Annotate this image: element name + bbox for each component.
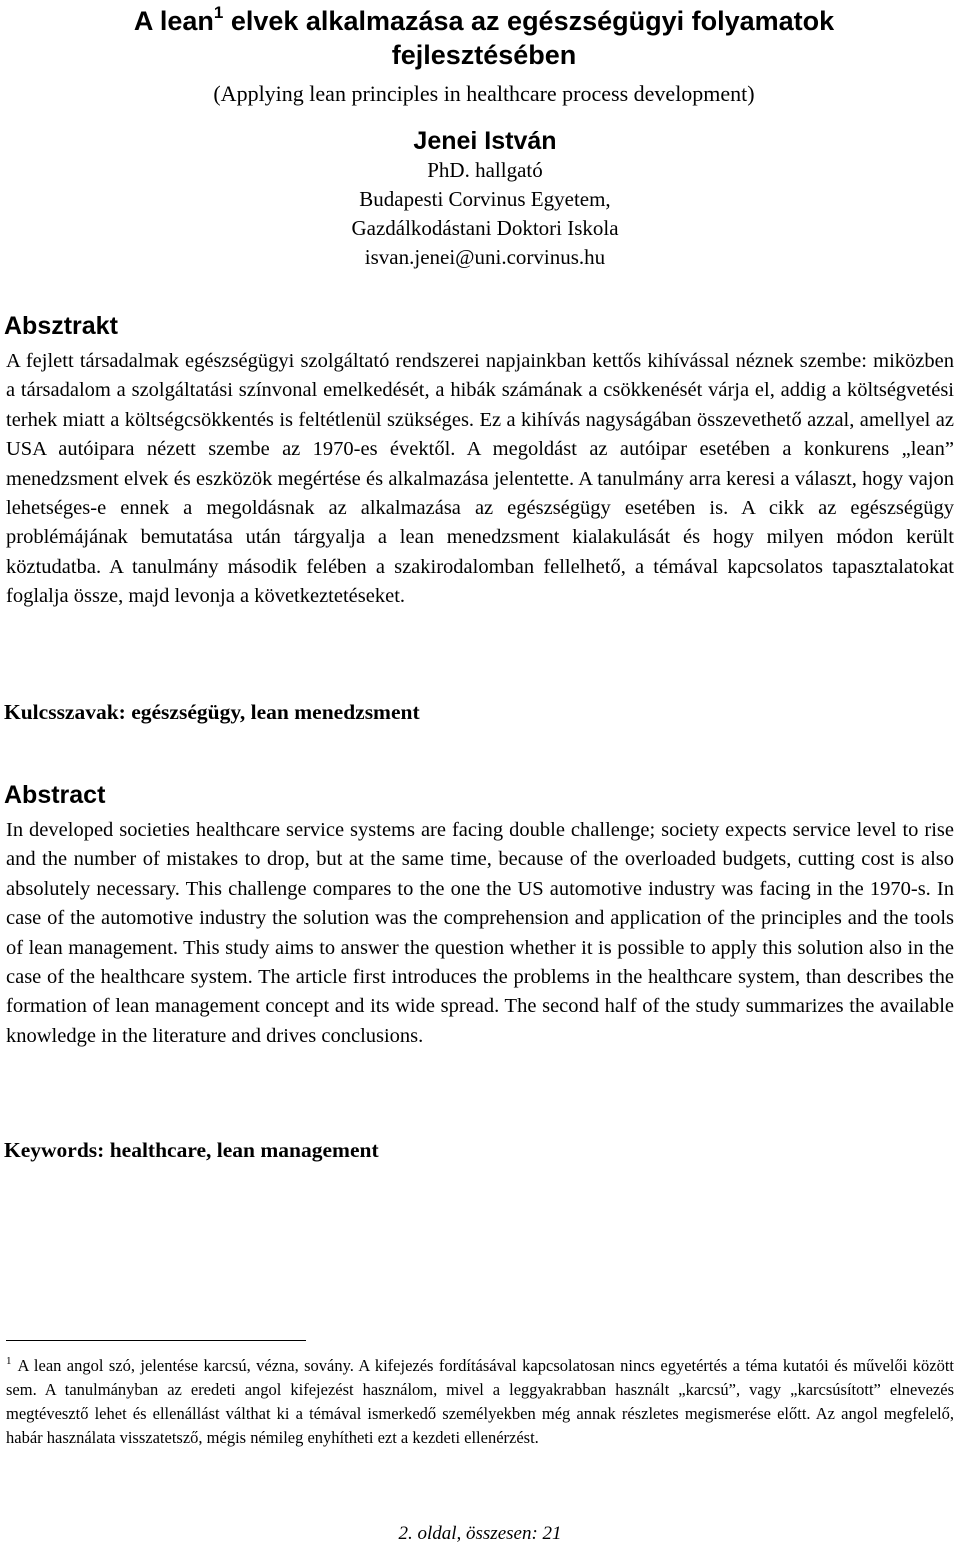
keywords-en: Keywords: healthcare, lean management [4, 1138, 379, 1162]
title-footnote-marker[interactable]: 1 [213, 3, 224, 22]
page-number-footer: 2. oldal, összesen: 21 [398, 1523, 562, 1544]
paper-page [4, 0, 954, 1447]
author-institution: Budapesti Corvinus Egyetem, [359, 187, 611, 211]
title-part1: A lean [133, 6, 214, 36]
author-email[interactable]: isvan.jenei@uni.corvinus.hu [364, 245, 606, 269]
title-line2: fejlesztésében [391, 40, 577, 70]
paper-title [6, 4, 954, 72]
author-position: PhD. hallgató [427, 158, 543, 182]
footnote [6, 1354, 954, 1450]
author-name: Jenei István [413, 127, 557, 155]
paper-subtitle: (Applying lean principles in healthcare process development) [213, 81, 755, 106]
abstract-en-text: In developed societies healthcare service systems are facing double challenge; society expects service level to rise and the number of mistakes to drop, but at the same time, because of the overloaded budgets, cutting cost is also absolutely necessary. This challenge compares to the one the US automotive industry was facing in the 1970-s. In case of the automotive industry the solution was the comprehension and application of the principles and the tools of lean management. This study aims to answer the question whether it is possible to apply this solution also in the case of the healthcare system. The article first introduces the problems in the healthcare system, than describes the formation of lean management concept and its wide spread. The second half of the study summarizes the available knowledge in the literature and drives conclusions. [6, 819, 954, 1047]
abstract-en-heading: Abstract [4, 781, 106, 809]
title-part2: elvek alkalmazása az egészségügyi folyamatok [230, 6, 835, 36]
footnote-text: A lean angol szó, jelentése karcsú, vézna, sovány. A kifejezés fordításával kapcsolatosan nincs egyetértés a téma kutatói és művelői között sem. A tanulmányban az eredeti angol kifejezést használom, mivel a leggyakrabban használt „karcsú”, vagy „karcsúsított” elnevezés megtévesztő lehet és ellenállást válthat ki a témával ismerkedő személyekben még annak részletes megismerése előtt. Az angol megfelelő, habár használata visszatetsző, mégis némileg enyhítheti ezt a kezdeti ellenérzést. [6, 1356, 954, 1447]
abstract-hu-text: A fejlett társadalmak egészségügyi szolgáltató rendszerei napjainkban kettős kihívással néznek szembe: miközben a társadalom a szolgáltatási színvonal emelkedését, a hibák számának a csökkenését várja el, addig a költségvetési terhek miatt a költségcsökkentés is feltétlenül szükséges. Ez a kihívás nagyságában összevethető azzal, amellyel az USA autóipara nézett szembe az 1970-es évektől. A megoldást az autóipar esetében a konkurens „lean” menedzsment elvek és eszközök megértése és alkalmazása jelentette. A tanulmány arra keresi a választ, hogy vajon lehetséges-e ennek a megoldásnak az alkalmazása az egészségügy esetében is. A cikk az egészségügy problémájának bemutatása után tárgyalja a lean menedzsment kialakulását és hogy milyen módon került köztudatba. A tanulmány második felében a szakirodalomban fellelhető, a témával kapcsolatos tapasztalatokat foglalja össze, majd levonja a következtetéseket. [6, 350, 954, 608]
keywords-hu: Kulcsszavak: egészségügy, lean menedzsment [4, 700, 420, 724]
author-school: Gazdálkodástani Doktori Iskola [351, 216, 619, 240]
footnote-separator [6, 1340, 306, 1341]
abstract-hu-heading: Absztrakt [4, 312, 118, 340]
footnote-marker: 1 [6, 1355, 12, 1367]
author-block [6, 126, 954, 272]
